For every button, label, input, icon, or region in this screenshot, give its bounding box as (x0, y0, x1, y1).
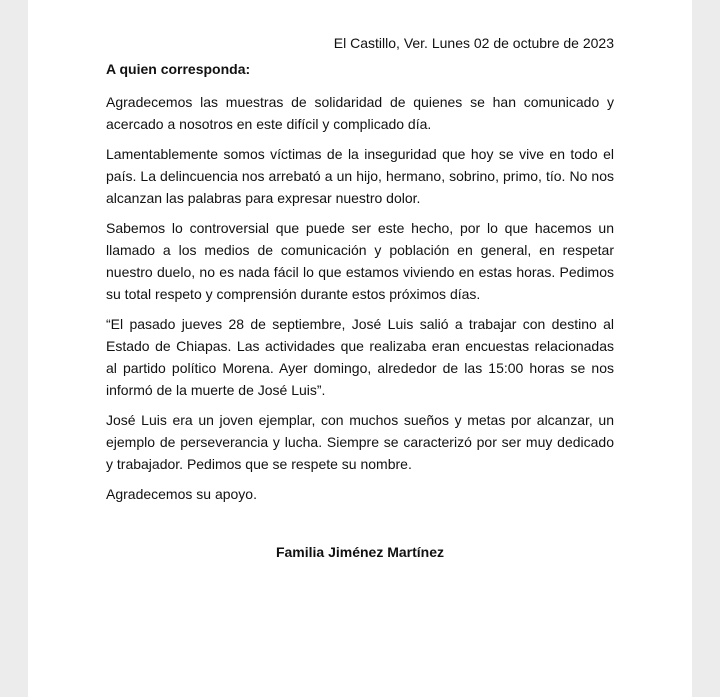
paragraph-solidarity: Agradecemos las muestras de solidaridad de quienes se han comunicado y acercado a nosotros en este difícil y complicado día. (106, 94, 614, 132)
letter-page (28, 0, 692, 697)
paragraph-insecurity: Lamentablemente somos víctimas de la inseguridad que hoy se vive en todo el país. La delincuencia nos arrebató a un hijo, hermano, sobrino, primo, tío. No nos alcanzan las palabras para expresar nuestro dolor. (106, 146, 614, 206)
letter-signature: Familia Jiménez Martínez (275, 544, 445, 560)
paragraph-events: “El pasado jueves 28 de septiembre, José Luis salió a trabajar con destino al Estado de Chiapas. Las actividades que realizaba eran encuestas relacionadas al partido político Morena. Ayer domingo, alrededor de las 15:00 horas se nos informó de la muerte de José Luis”. (106, 316, 614, 398)
paragraph-media-request: Sabemos lo controversial que puede ser este hecho, por lo que hacemos un llamado a los medios de comunicación y población en general, en respetar nuestro duelo, no es nada fácil lo que estamos viviendo en estas horas. Pedimos su total respeto y comprensión durante estos próximos días. (106, 220, 614, 302)
letter-body (106, 91, 614, 513)
letter-date: El Castillo, Ver. Lunes 02 de octubre de 2023 (333, 35, 614, 51)
paragraph-thanks: Agradecemos su apoyo. (106, 486, 257, 502)
paragraph-tribute: José Luis era un joven ejemplar, con muchos sueños y metas por alcanzar, un ejemplo de perseverancia y lucha. Siempre se caracterizó por ser muy dedicado y trabajador. Pedimos que se respete su nombre. (106, 412, 614, 472)
letter-salutation: A quien corresponda: (106, 61, 251, 77)
